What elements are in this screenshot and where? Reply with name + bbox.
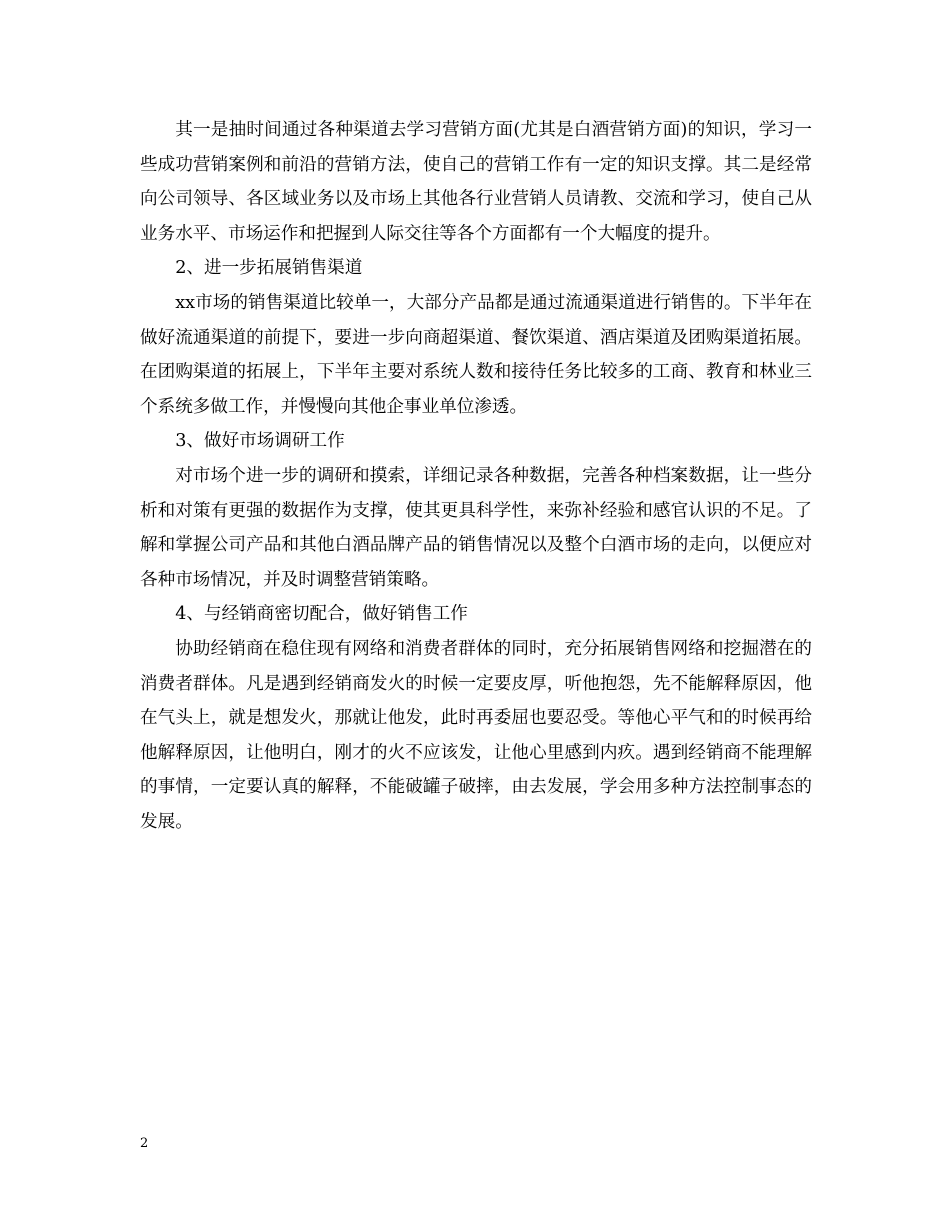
paragraph-channels: xx市场的销售渠道比较单一，大部分产品都是通过流通渠道进行销售的。下半年在做好流通渠道的前提下，要进一步向商超渠道、餐饮渠道、酒店渠道及团购渠道拓展。在团购渠道的拓展上，下半年主要对系统人数和接待任务比较多的工商、教育和林业三个系统多做工作，并慢慢向其他企事业单位渗透。 — [140, 292, 812, 417]
paragraph-research: 对市场个进一步的调研和摸索，详细记录各种数据，完善各种档案数据，让一些分析和对策有更强的数据作为支撑，使其更具科学性，来弥补经验和感官认识的不足。了解和掌握公司产品和其他白酒品牌产品的销售情况以及整个白酒市场的走向，以便应对各种市场情况，并及时调整营销策略。 — [140, 465, 812, 590]
paragraph-dealers: 协助经销商在稳住现有网络和消费者群体的同时，充分拓展销售网络和挖掘潜在的消费者群体。凡是遇到经销商发火的时候一定要皮厚，听他抱怨，先不能解释原因，他在气头上，就是想发火，那就让他发，此时再委屈也要忍受。等他心平气和的时候再给他解释原因，让他明白，刚才的火不应该发，让他心里感到内疚。遇到经销商不能理解的事情，一定要认真的解释，不能破罐子破摔，由去发展，学会用多种方法控制事态的发展。 — [140, 638, 812, 832]
paragraph-learning: 其一是抽时间通过各种渠道去学习营销方面(尤其是白酒营销方面)的知识，学习一些成功营销案例和前沿的营销方法，使自己的营销工作有一定的知识支撑。其二是经常向公司领导、各区域业务以及市场上其他各行业营销人员请教、交流和学习，使自己从业务水平、市场运作和把握到人际交往等各个方面都有一个大幅度的提升。 — [140, 120, 812, 244]
document-body — [140, 113, 812, 839]
section-heading-channels: 2、进一步拓展销售渠道 — [175, 258, 363, 279]
section-heading-dealers: 4、与经销商密切配合，做好销售工作 — [175, 604, 468, 625]
page-number: 2 — [140, 1136, 149, 1151]
section-heading-research: 3、做好市场调研工作 — [175, 431, 345, 452]
